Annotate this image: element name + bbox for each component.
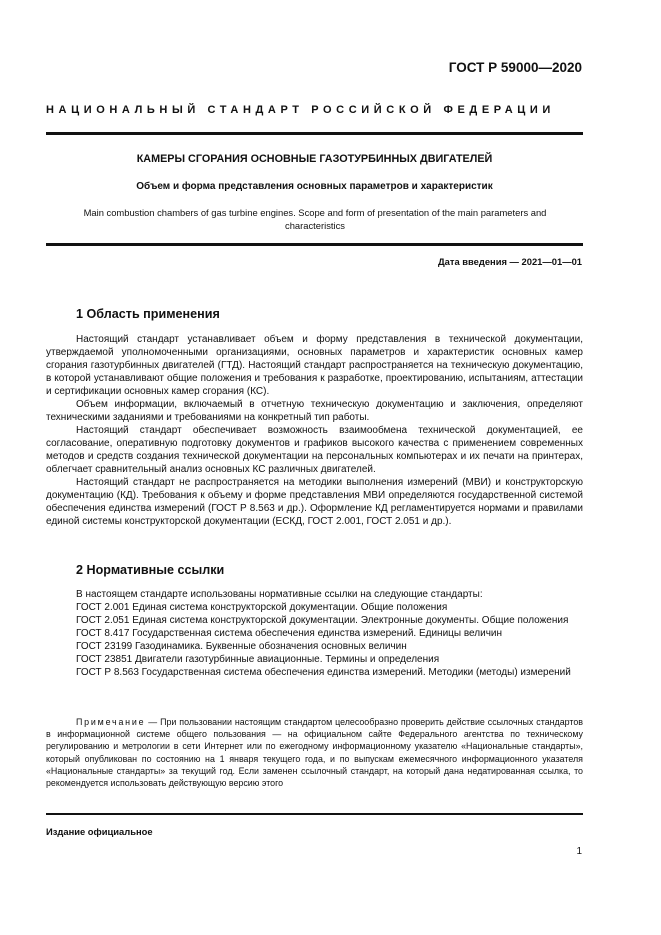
paragraph: Настоящий стандарт обеспечивает возможность взаимообмена технической документацией, ее согласование, оперативную подготовку документов и графиков высокого качества с применением современных методов и средств создания технической документации на персональных компьютерах и их печати на принтерах, облегчает сравнительный анализ основных КС различных двигателей.	[46, 425, 583, 475]
standard-subtitle: Объем и форма представления основных параметров и характеристик	[136, 181, 493, 192]
references-intro: В настоящем стандарте использованы нормативные ссылки на следующие стандарты:	[76, 589, 483, 600]
note-text: — При пользовании настоящим стандартом целесообразно проверить действие ссылочных стандартов в информационной системе общего пользования — на официальном сайте Федерального агентства по техническому регулированию и метрологии в сети Интернет или по ежегодному информационному указателю «Национальные стандарты», который опубликован по состоянию на 1 января текущего года, и по выпускам ежемесячного информационного указателя «Национальные стандарты» за текущий год. Если заменен ссылочный стандарт, на который дана недатированная ссылка, то рекомендуется использовать действующую версию этого	[46, 717, 583, 789]
introduction-date: Дата введения — 2021—01—01	[437, 256, 582, 267]
top-divider	[46, 132, 583, 135]
edition-label: Издание официальное	[46, 826, 153, 837]
section-2-heading: 2 Нормативные ссылки	[76, 563, 225, 577]
reference-item: ГОСТ 23851 Двигатели газотурбинные авиационные. Термины и определения	[76, 654, 440, 665]
note-block	[46, 716, 583, 789]
reference-item: ГОСТ 8.417 Государственная система обеспечения единства измерений. Единицы величин	[76, 628, 503, 639]
reference-item: ГОСТ 2.001 Единая система конструкторской документации. Общие положения	[76, 602, 448, 613]
document-number: ГОСТ Р 59000—2020	[448, 60, 582, 75]
title-divider	[46, 243, 583, 246]
section-1-heading: 1 Область применения	[76, 307, 220, 321]
reference-item: ГОСТ Р 8.563 Государственная система обеспечения единства измерений. Методики (методы) измерений	[76, 667, 571, 678]
paragraph: Настоящий стандарт не распространяется на методики выполнения измерений (МВИ) и конструкторскую документацию (КД). Требования к объему и форме представления МВИ определяются государственной системой обеспечения единства измерений (ГОСТ Р 8.563 и др.). Оформление КД регламентируется нормами и правилами единой системы конструкторской документации (ЕСКД, ГОСТ 2.001, ГОСТ 2.051 и др.).	[46, 477, 583, 527]
english-title: Main combustion chambers of gas turbine engines. Scope and form of presentation of the main parameters and characteristics	[83, 207, 547, 231]
national-standard-title: НАЦИОНАЛЬНЫЙ СТАНДАРТ РОССИЙСКОЙ ФЕДЕРАЦИИ	[46, 104, 555, 116]
paragraph: Настоящий стандарт устанавливает объем и форму представления в технической документации, утверждаемой уполномоченными организациями, основных параметров и характеристик основных камер сгорания газотурбинных двигателей (ГТД). Настоящий стандарт распространяется на техническую документацию, в которой устанавливают общие положения и требования к разработке, проектированию, испытаниям, аттестации и сертификации основных камер сгорания (КС).	[46, 334, 583, 397]
reference-item: ГОСТ 2.051 Единая система конструкторской документации. Электронные документы. Общие положения	[76, 615, 569, 626]
standard-title: КАМЕРЫ СГОРАНИЯ ОСНОВНЫЕ ГАЗОТУРБИННЫХ ДВИГАТЕЛЕЙ	[136, 153, 493, 165]
section-1-body	[46, 333, 583, 528]
footer-divider	[46, 813, 583, 815]
reference-item: ГОСТ 23199 Газодинамика. Буквенные обозначения основных величин	[76, 641, 407, 652]
note-label: Примечание	[76, 717, 146, 727]
paragraph: Объем информации, включаемый в отчетную техническую документацию и заключения, определяют техническими заданиями и требованиями на конкретный тип работы.	[46, 399, 583, 423]
page-number: 1	[576, 846, 582, 857]
references-list	[46, 588, 583, 679]
